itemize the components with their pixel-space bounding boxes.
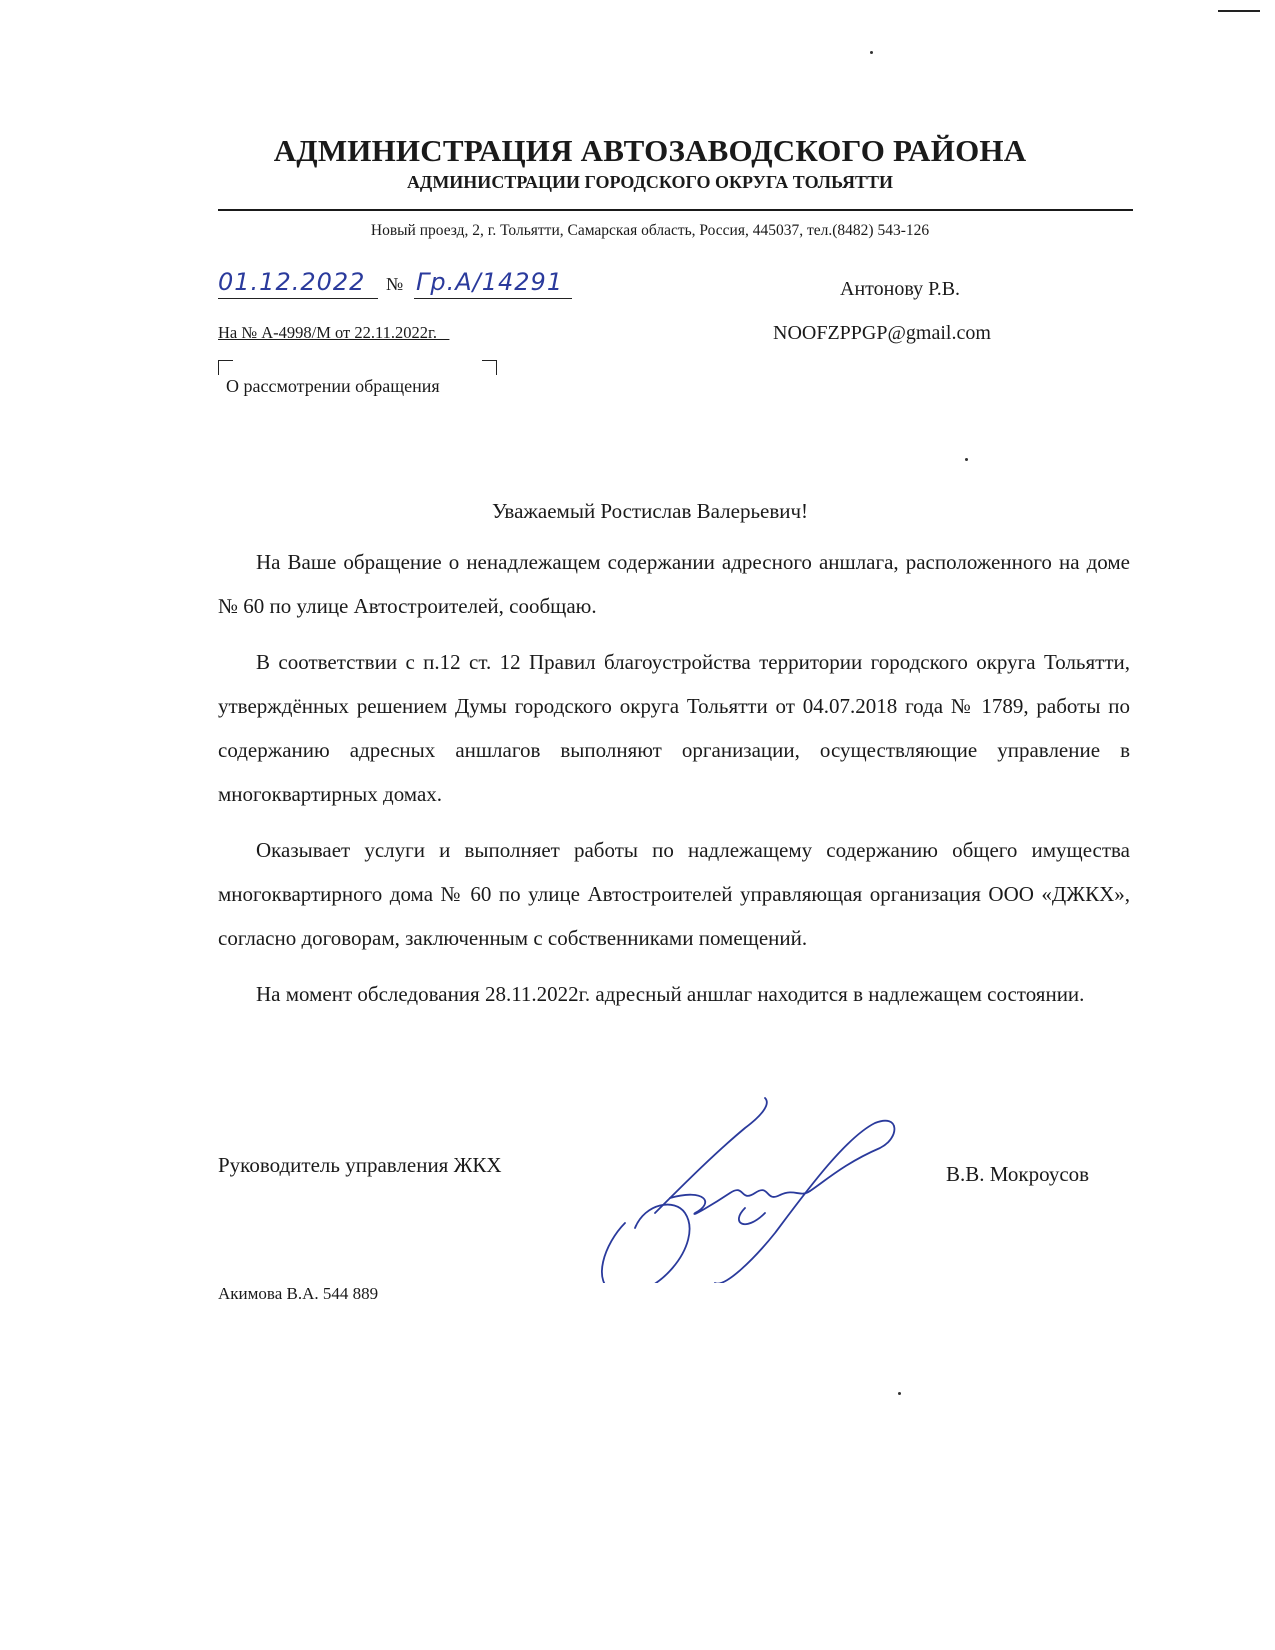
subject-bracket-left xyxy=(218,360,233,375)
number-underline xyxy=(414,298,572,299)
executor-contact: Акимова В.А. 544 889 xyxy=(218,1284,379,1303)
registration-line xyxy=(218,268,578,302)
signature-stroke xyxy=(670,1190,810,1214)
body-paragraph: В соответствии с п.12 ст. 12 Правил благоустройства территории городского округа Тольятти, утверждённых решением Думы городского округа Тольятти от 04.07.2018 года № 1789, работы по содержанию адресных аншлагов выполняют организации, осуществляющие управление в многоквартирных домах. xyxy=(218,650,1130,806)
organization-title: АДМИНИСТРАЦИЯ АВТОЗАВОДСКОГО РАЙОНА xyxy=(273,133,1027,168)
handwritten-signature xyxy=(595,1093,955,1283)
signatory-name: В.В. Мокроусов xyxy=(946,1162,1090,1186)
body-paragraph: На Ваше обращение о ненадлежащем содержании адресного аншлага, расположенного на доме № 60 по улице Автостроителей, сообщаю. xyxy=(218,550,1130,618)
signature-stroke xyxy=(602,1205,690,1283)
body-paragraph: На момент обследования 28.11.2022г. адресный аншлаг находится в надлежащем состоянии. xyxy=(256,982,1085,1006)
salutation: Уважаемый Ростислав Валерьевич! xyxy=(491,499,809,523)
scan-speck xyxy=(870,51,873,54)
subject-bracket-right xyxy=(482,360,497,375)
scan-mark xyxy=(1218,10,1260,12)
signature-stroke xyxy=(715,1121,894,1283)
letter-body xyxy=(218,540,1130,1028)
number-sign: № xyxy=(386,274,404,294)
recipient-email: NOOFZPPGP@gmail.com xyxy=(773,322,991,344)
body-paragraph: Оказывает услуги и выполняет работы по надлежащему содержанию общего имущества многоквартирного дома № 60 по улице Автостроителей управляющая организация ООО «ДЖКХ», согласно договорам, заключенным с собственниками помещений. xyxy=(218,838,1130,950)
registration-date: 01.12.2022 xyxy=(218,268,366,296)
recipient-name: Антонову Р.В. xyxy=(840,278,961,300)
scan-speck xyxy=(965,458,968,461)
scan-speck xyxy=(898,1392,901,1395)
registration-number: Гр.А/14291 xyxy=(416,268,564,296)
signatory-role: Руководитель управления ЖКХ xyxy=(218,1153,502,1177)
date-underline xyxy=(218,298,378,299)
letter-subject: О рассмотрении обращения xyxy=(226,376,440,396)
organization-address: Новый проезд, 2, г. Тольятти, Самарская область, Россия, 445037, тел.(8482) 543-126 xyxy=(370,222,930,239)
header-divider xyxy=(218,209,1133,211)
in-reply-to: На № А-4998/М от 22.11.2022г. xyxy=(218,323,450,342)
organization-subtitle: АДМИНИСТРАЦИИ ГОРОДСКОГО ОКРУГА ТОЛЬЯТТИ xyxy=(406,172,894,192)
signature-stroke xyxy=(739,1208,765,1224)
